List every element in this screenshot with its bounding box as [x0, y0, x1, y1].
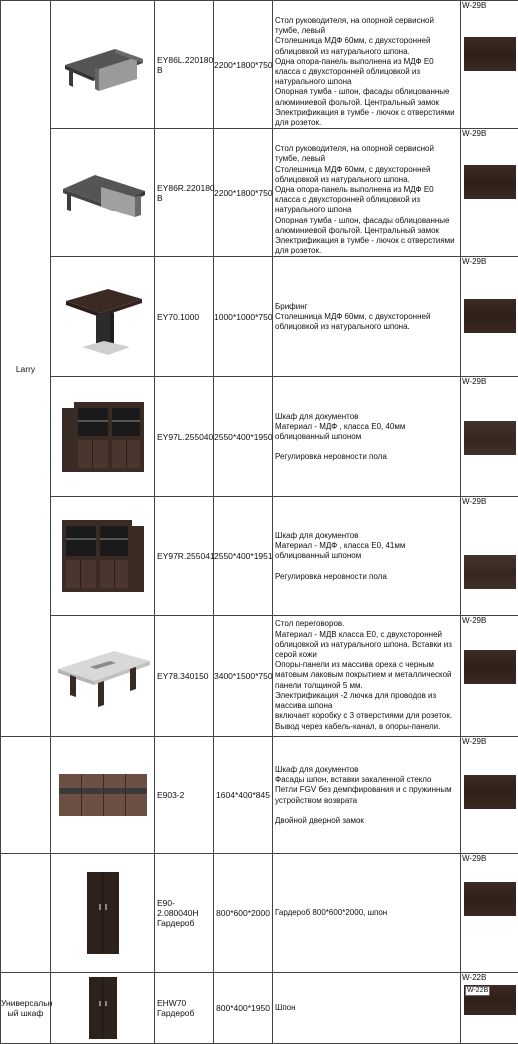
- description-line: Материал - МДФ , класса Е0, 41мм облицованный шпоном: [275, 541, 458, 561]
- low-credenza-icon: [55, 770, 151, 820]
- description-line: Электрификация в тумбе - лючок с отверстиями для розеток.: [275, 108, 458, 128]
- table-row: [1, 129, 518, 257]
- product-description: [273, 616, 461, 737]
- product-code: EHW70 Гардероб: [155, 973, 214, 1044]
- wood-swatch: [464, 421, 516, 455]
- swatch-tag: W-22B: [465, 986, 490, 996]
- product-description: [273, 854, 461, 973]
- description-line: Опорная тумба - шпон, фасады облицованные алюминиевой фольгой. Центральный замок: [275, 216, 458, 236]
- document-cabinet-right-icon: [58, 516, 148, 596]
- product-description: [273, 377, 461, 497]
- description-line: Регулировка неровности пола: [275, 452, 458, 462]
- description-line: Стол руководителя, на опорной сервисной тумбе, левый: [275, 16, 458, 36]
- description-line: Материал - МДФ , класса Е0, 40мм облицованный шпоном: [275, 422, 458, 442]
- finish-cell: [461, 497, 518, 616]
- product-code: EY97L.255040: [155, 377, 214, 497]
- product-description: [273, 1, 461, 129]
- finish-code: W-29B: [461, 377, 518, 387]
- product-image: [51, 1, 155, 129]
- description-line: Опоры-панели из массива ореха с черным матовым лаковым покрытием и металлической панели толщиной 5 мм.: [275, 660, 458, 691]
- product-code: E903-2: [155, 737, 214, 854]
- product-image: [51, 257, 155, 377]
- product-image: [51, 737, 155, 854]
- product-dimensions: 800*600*2000: [214, 854, 273, 973]
- wardrobe-narrow-icon: [86, 975, 120, 1041]
- wood-swatch: [464, 775, 516, 809]
- category-empty: [1, 737, 51, 854]
- product-dimensions: 3400*1500*750: [214, 616, 273, 737]
- description-line: Регулировка неровности пола: [275, 572, 458, 582]
- description-line: Стол руководителя, на опорной сервисной тумбе, левый: [275, 144, 458, 164]
- description-line: Двойной дверной замок: [275, 816, 458, 826]
- product-image: [51, 973, 155, 1044]
- product-image: [51, 497, 155, 616]
- wood-swatch: [464, 555, 516, 589]
- product-description: [273, 129, 461, 257]
- description-spacer: [275, 442, 458, 452]
- wood-swatch: [464, 37, 516, 71]
- table-row: [1, 854, 518, 973]
- product-code: EY70.1000: [155, 257, 214, 377]
- finish-cell: [461, 854, 518, 973]
- description-line: Опорная тумба - шпон, фасады облицованные алюминиевой фольгой. Центральный замок: [275, 87, 458, 107]
- description-line: Столешница МДФ 60мм, с двухсторонней облицовкой из натурального шпона.: [275, 165, 458, 185]
- table-row: [1, 1, 518, 129]
- briefing-table-icon: [60, 277, 146, 357]
- wardrobe-icon: [83, 870, 123, 956]
- category-universal: Универсальн ый шкаф: [1, 973, 51, 1044]
- description-line: Шкаф для документов: [275, 765, 458, 775]
- product-image: [51, 854, 155, 973]
- product-image: [51, 377, 155, 497]
- product-code: EY78.340150: [155, 616, 214, 737]
- table-row: [1, 616, 518, 737]
- product-dimensions: 2550*400*1951: [214, 497, 273, 616]
- finish-code: W-29B: [461, 129, 518, 139]
- finish-cell: [461, 377, 518, 497]
- finish-code: W-29B: [461, 257, 518, 267]
- table-row: [1, 257, 518, 377]
- product-code: EY86L.220180 B: [155, 1, 214, 129]
- description-line: Шпон: [275, 1003, 458, 1013]
- product-dimensions: 1000*1000*750: [214, 257, 273, 377]
- category-larry: Larry: [1, 1, 51, 737]
- description-spacer: [275, 562, 458, 572]
- executive-desk-right-icon: [55, 163, 151, 223]
- finish-cell: [461, 616, 518, 737]
- finish-code: W-29B: [461, 737, 518, 747]
- wood-swatch: [464, 882, 516, 916]
- product-dimensions: 1604*400*845: [214, 737, 273, 854]
- product-code: EY97R.255041: [155, 497, 214, 616]
- document-cabinet-left-icon: [58, 398, 148, 476]
- product-code: EY86R.220180 B: [155, 129, 214, 257]
- description-spacer: [275, 806, 458, 816]
- product-dimensions: 800*400*1950: [214, 973, 273, 1044]
- product-description: [273, 737, 461, 854]
- description-line: Материал - МДВ класса Е0, с двухсторонней облицовкой из натурального шпона. Вставки из серой кожи: [275, 630, 458, 661]
- description-line: Петли FGV без демпфирования и с пружинным устройством возврата: [275, 785, 458, 805]
- wood-swatch: [464, 165, 516, 199]
- table-row: [1, 377, 518, 497]
- product-code: E90-2.080040H Гардероб: [155, 854, 214, 973]
- description-line: Шкаф для документов: [275, 412, 458, 422]
- product-image: [51, 129, 155, 257]
- description-line: Столешница МДФ 60мм, с двухсторонней облицовкой из натурального шпона.: [275, 36, 458, 56]
- finish-cell: [461, 737, 518, 854]
- description-line: Электрификация -2 лючка для проводов из массива шпона: [275, 691, 458, 711]
- conference-table-icon: [54, 641, 152, 711]
- description-line: Фасады шпон, вставки закаленной стекло: [275, 775, 458, 785]
- wood-swatch: [464, 985, 516, 1015]
- wood-swatch: [464, 299, 516, 333]
- product-dimensions: 2200*1800*750: [214, 129, 273, 257]
- table-row: [1, 497, 518, 616]
- finish-cell: [461, 257, 518, 377]
- description-line: Брифинг: [275, 302, 458, 312]
- description-line: Стол переговоров.: [275, 619, 458, 629]
- description-line: Гардероб 800*600*2000, шпон: [275, 908, 458, 918]
- finish-code: W-29B: [461, 1, 518, 11]
- table-row: [1, 737, 518, 854]
- finish-code: W-29B: [461, 497, 518, 507]
- finish-cell: [461, 129, 518, 257]
- description-line: Одна опора-панель выполнена из МДФ Е0 класса с двухсторонней облицовкой из натурального шпона: [275, 185, 458, 216]
- description-line: Столешница МДФ 60мм, с двухсторонней облицовкой из натурального шпона.: [275, 312, 458, 332]
- finish-code: W-29B: [461, 616, 518, 626]
- product-dimensions: 2550*400*1950: [214, 377, 273, 497]
- product-description: [273, 257, 461, 377]
- finish-code: W-29B: [461, 854, 518, 864]
- table-row: [1, 973, 518, 1044]
- finish-cell: [461, 1, 518, 129]
- product-dimensions: 2200*1800*750: [214, 1, 273, 129]
- executive-desk-left-icon: [55, 35, 151, 95]
- product-description: [273, 497, 461, 616]
- description-line: Вывод через кабель-канал, в опоры-панели.: [275, 722, 458, 732]
- description-line: Электрификация в тумбе - лючок с отверстиями для розеток.: [275, 236, 458, 256]
- finish-code: W-22B: [461, 973, 518, 983]
- category-empty: [1, 854, 51, 973]
- product-description: [273, 973, 461, 1044]
- description-line: Одна опора-панель выполнена из МДФ Е0 класса с двухсторонней облицовкой из натурального шпона: [275, 57, 458, 88]
- description-line: включает коробку с 3 отверстиями для розеток.: [275, 711, 458, 721]
- description-line: Шкаф для документов: [275, 531, 458, 541]
- wood-swatch: [464, 650, 516, 684]
- finish-cell: [461, 973, 518, 1044]
- product-image: [51, 616, 155, 737]
